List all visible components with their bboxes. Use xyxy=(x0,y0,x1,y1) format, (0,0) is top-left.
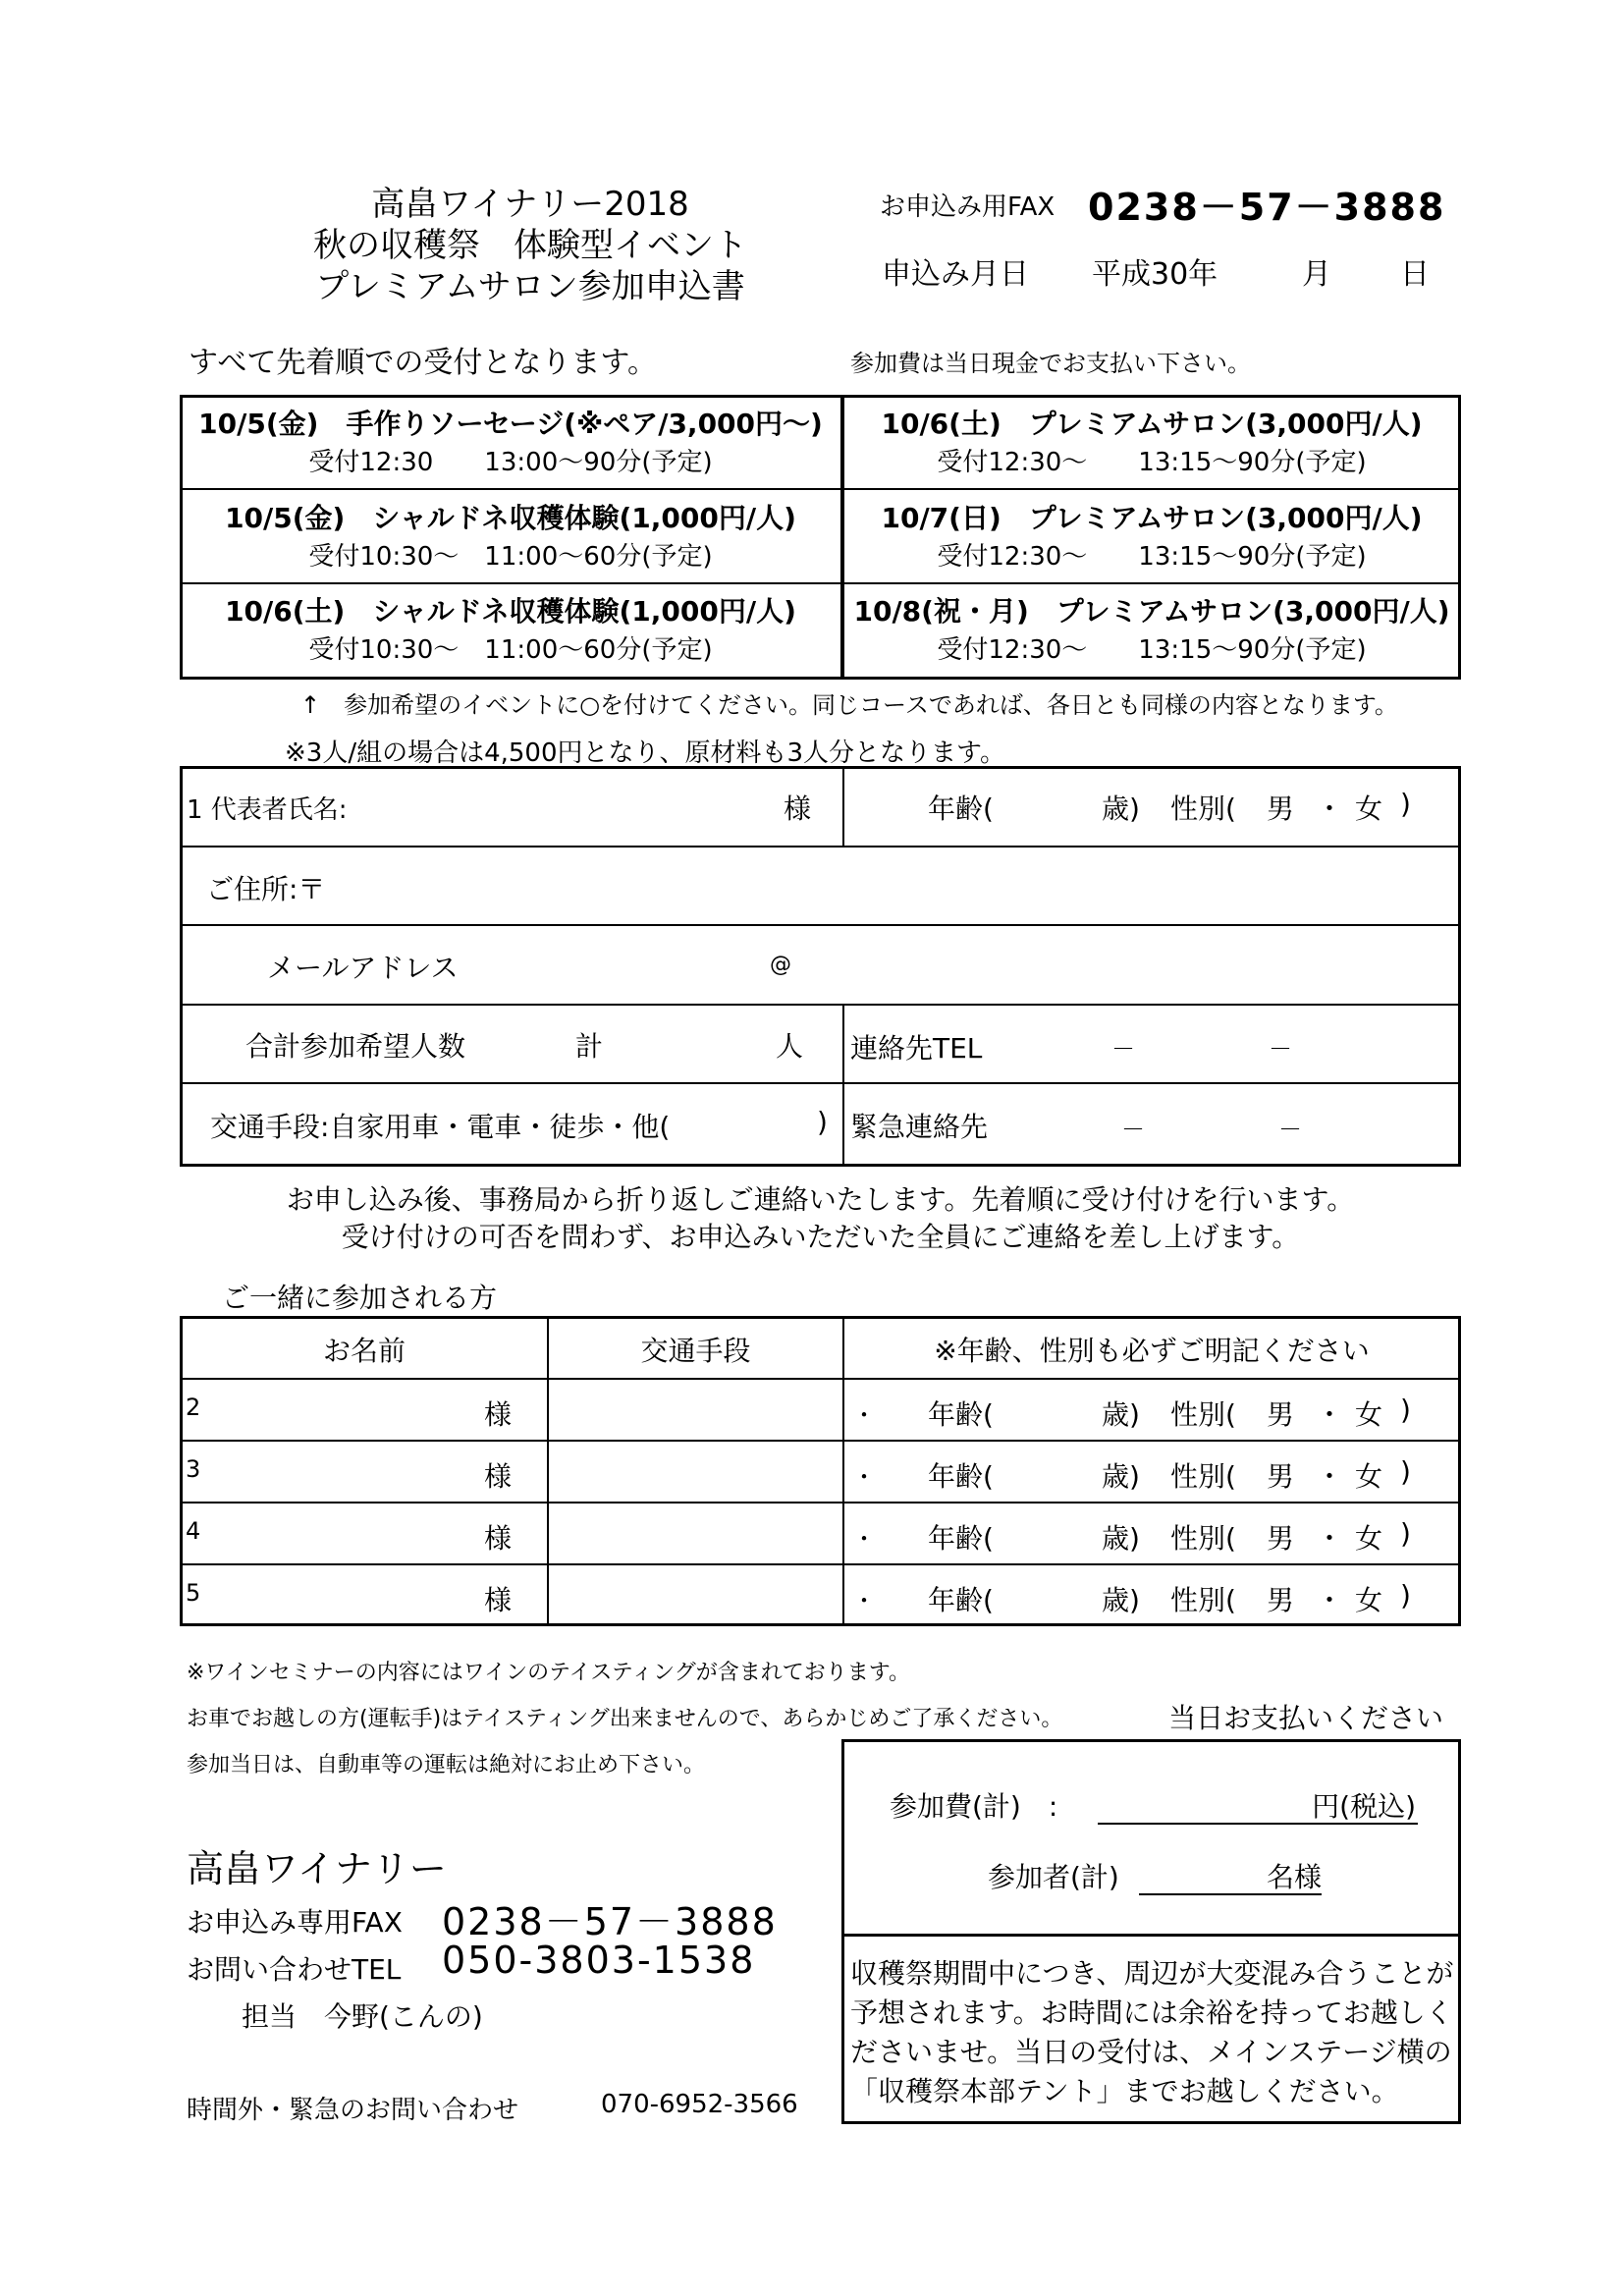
emergency-contact-field[interactable] xyxy=(1001,1098,1443,1143)
participant-unit: 人 xyxy=(776,1030,804,1063)
event-title: 10/6(土) プレミアムサロン(3,000円/人) xyxy=(881,408,1423,440)
form-title-line1: 高畠ワイナリー2018 xyxy=(371,185,689,224)
participant-count-field[interactable] xyxy=(619,1017,766,1063)
form-column-divider xyxy=(842,768,844,846)
after-hours-label: 時間外・緊急のお問い合わせ xyxy=(187,2096,519,2125)
address-field[interactable] xyxy=(344,860,1434,905)
age-unit: 歳) xyxy=(1102,1398,1140,1431)
gender-label: 性別( xyxy=(1170,1460,1236,1493)
fax-number: 0238－57－3888 xyxy=(1088,186,1446,229)
representative-name-field[interactable] xyxy=(412,782,776,825)
tel-dash: － xyxy=(1278,1116,1302,1143)
companion-row xyxy=(182,1565,1459,1624)
gender-label: 性別( xyxy=(1170,793,1236,825)
fee-total-field[interactable] xyxy=(1098,1781,1418,1825)
email-label: メールアドレス xyxy=(267,952,459,984)
representative-name-label: 1 代表者氏名: xyxy=(187,795,348,825)
staff-name: 担当 今野(こんの) xyxy=(242,2000,483,2033)
honorific-sama: 様 xyxy=(784,793,812,825)
form-row-divider xyxy=(182,924,1459,926)
row-bullet: ・ xyxy=(852,1587,876,1614)
gender-male-option[interactable]: 男 xyxy=(1267,1584,1295,1616)
contact-fax-number: 0238－57－3888 xyxy=(442,1900,778,1943)
gender-close-paren: ) xyxy=(1400,1579,1411,1612)
application-year: 平成30年 xyxy=(1092,257,1218,292)
email-at-sign: @ xyxy=(770,953,791,977)
tel-dash: － xyxy=(1269,1035,1292,1063)
contact-fax-label: お申込み専用FAX xyxy=(187,1906,403,1939)
event-option[interactable] xyxy=(846,403,1457,478)
event-option[interactable] xyxy=(185,403,837,478)
contact-tel-label: 連絡先TEL xyxy=(850,1032,983,1065)
participants-unit: 名様 xyxy=(1266,1861,1322,1893)
form-row-divider xyxy=(182,1082,1459,1084)
gender-female-option[interactable]: 女 xyxy=(1355,1522,1383,1555)
col-header-note: ※年齢、性別も必ずご明記ください xyxy=(934,1335,1370,1367)
congestion-warning: 収穫祭期間中につき、周辺が大変混み合うことが予想されます。お時間には余裕を持ってお越しくださいませ。当日の受付は、メインステージ横の 「収穫祭本部テント」までお越しください。 xyxy=(850,1957,1480,2107)
honorific-sama: 様 xyxy=(484,1398,513,1431)
event-option[interactable] xyxy=(185,497,837,573)
age-label: 年齢( xyxy=(928,1460,994,1493)
honorific-sama: 様 xyxy=(484,1460,513,1493)
gender-male-option[interactable]: 男 xyxy=(1267,793,1295,825)
address-label: ご住所:〒 xyxy=(206,873,326,905)
companion-transport-field[interactable] xyxy=(553,1571,838,1618)
col-header-transport: 交通手段 xyxy=(640,1335,751,1367)
col-header-name: お名前 xyxy=(322,1335,406,1367)
gender-female-option[interactable]: 女 xyxy=(1355,793,1383,825)
event-title: 10/7(日) プレミアムサロン(3,000円/人) xyxy=(881,502,1423,534)
gender-separator: ・ xyxy=(1316,793,1344,825)
age-field[interactable] xyxy=(1011,782,1100,825)
gender-label: 性別( xyxy=(1170,1398,1236,1431)
no-driving-note: 参加当日は、自動車等の運転は絶対にお止め下さい。 xyxy=(187,1753,706,1777)
fee-total-label: 参加費(計) : xyxy=(890,1790,1058,1823)
event-title: 10/8(祝・月) プレミアムサロン(3,000円/人) xyxy=(853,595,1450,628)
gender-male-option[interactable]: 男 xyxy=(1267,1522,1295,1555)
emergency-contact-label: 緊急連絡先 xyxy=(850,1111,989,1143)
fax-label: お申込み用FAX xyxy=(880,192,1056,222)
gender-close-paren: ) xyxy=(1400,1394,1411,1426)
row-number: 2 xyxy=(186,1394,201,1421)
event-column-divider xyxy=(840,397,844,678)
age-label: 年齢( xyxy=(928,1584,994,1616)
gender-female-option[interactable]: 女 xyxy=(1355,1584,1383,1616)
gender-label: 性別( xyxy=(1170,1584,1236,1616)
age-label: 年齢( xyxy=(928,1522,994,1555)
gender-separator: ・ xyxy=(1316,1522,1344,1555)
gender-separator: ・ xyxy=(1316,1460,1344,1493)
age-unit: 歳) xyxy=(1102,793,1140,825)
total-participants-label: 合計参加希望人数 xyxy=(245,1030,466,1063)
companion-row xyxy=(182,1442,1459,1502)
email-domain-field[interactable] xyxy=(805,939,1434,984)
event-row-divider xyxy=(182,582,1459,584)
gender-female-option[interactable]: 女 xyxy=(1355,1460,1383,1493)
row-number: 5 xyxy=(186,1579,201,1607)
tel-dash: － xyxy=(1111,1035,1135,1063)
companion-transport-field[interactable] xyxy=(553,1509,838,1557)
gender-close-paren: ) xyxy=(1400,1517,1411,1550)
contact-tel-field[interactable] xyxy=(1001,1017,1443,1063)
pay-today-notice: 当日お支払いください xyxy=(1168,1702,1444,1734)
tel-dash: － xyxy=(1121,1116,1145,1143)
reply-note-line1: お申し込み後、事務局から折り返しご連絡いたします。先着順に受け付けを行います。 xyxy=(286,1183,1355,1216)
row-bullet: ・ xyxy=(852,1401,876,1429)
event-schedule: 受付10:30～ 11:00～60分(予定) xyxy=(308,542,713,572)
companion-transport-field[interactable] xyxy=(553,1448,838,1495)
gender-close-paren: ) xyxy=(1400,1455,1411,1488)
gender-male-option[interactable]: 男 xyxy=(1267,1398,1295,1431)
form-title-line2: 秋の収穫祭 体験型イベント xyxy=(313,226,747,265)
winery-name: 高畠ワイナリー xyxy=(187,1847,447,1890)
age-unit: 歳) xyxy=(1102,1584,1140,1616)
companion-transport-field[interactable] xyxy=(553,1386,838,1433)
event-option[interactable] xyxy=(185,590,837,666)
form-row-divider xyxy=(182,1004,1459,1006)
transport-label: 交通手段:自家用車・電車・徒歩・他( xyxy=(210,1111,671,1143)
form-column-divider xyxy=(842,1005,844,1165)
event-schedule: 受付12:30 13:00～90分(予定) xyxy=(308,448,713,477)
circle-instruction: ↑ 参加希望のイベントに○を付けてください。同じコースであれば、各日とも同様の内容となります。 xyxy=(300,691,1398,719)
fee-unit: 円(税込) xyxy=(1312,1790,1416,1823)
companion-row xyxy=(182,1503,1459,1563)
companions-heading: ご一緒に参加される方 xyxy=(222,1282,498,1314)
fee-box-divider xyxy=(843,1934,1459,1937)
form-title-line3: プレミアムサロン参加申込書 xyxy=(315,267,745,306)
row-bullet: ・ xyxy=(852,1463,876,1491)
after-hours-number: 070-6952-3566 xyxy=(601,2090,798,2119)
event-schedule: 受付12:30～ 13:15～90分(予定) xyxy=(937,542,1367,572)
event-schedule: 受付12:30～ 13:15～90分(予定) xyxy=(937,448,1367,477)
gender-separator: ・ xyxy=(1316,1398,1344,1431)
row-number: 4 xyxy=(186,1517,201,1545)
participants-total-field[interactable] xyxy=(1139,1852,1322,1895)
application-day: 日 xyxy=(1400,257,1430,292)
event-title: 10/5(金) 手作りソーセージ(※ペア/3,000円～) xyxy=(198,408,823,440)
row-bullet: ・ xyxy=(852,1525,876,1553)
age-unit: 歳) xyxy=(1102,1460,1140,1493)
age-label: 年齢( xyxy=(928,793,994,825)
application-date-label: 申込み月日 xyxy=(882,257,1029,292)
first-come-notice: すべて先着順での受付となります。 xyxy=(189,346,657,380)
gender-label: 性別( xyxy=(1170,1522,1236,1555)
event-title: 10/5(金) シャルドネ収穫体験(1,000円/人) xyxy=(225,502,796,534)
driver-note: お車でお越しの方(運転手)はテイスティング出来ませんので、あらかじめご了承ください。 xyxy=(187,1707,1063,1731)
email-local-field[interactable] xyxy=(491,939,756,984)
gender-close-paren: ) xyxy=(1400,788,1411,820)
form-row-divider xyxy=(182,846,1459,847)
event-title: 10/6(土) シャルドネ収穫体験(1,000円/人) xyxy=(225,595,796,628)
contact-tel-label: お問い合わせTEL xyxy=(187,1953,402,1986)
event-option[interactable] xyxy=(846,497,1457,573)
event-schedule: 受付12:30～ 13:15～90分(予定) xyxy=(937,635,1367,665)
gender-female-option[interactable]: 女 xyxy=(1355,1398,1383,1431)
honorific-sama: 様 xyxy=(484,1584,513,1616)
contact-tel-number: 050-3803-1538 xyxy=(442,1939,756,1982)
age-label: 年齢( xyxy=(928,1398,994,1431)
transport-other-field[interactable] xyxy=(687,1098,815,1143)
event-schedule: 受付10:30～ 11:00～60分(予定) xyxy=(308,635,713,665)
gender-separator: ・ xyxy=(1316,1584,1344,1616)
total-kei: 計 xyxy=(575,1030,604,1063)
participants-total-label: 参加者(計) xyxy=(988,1861,1119,1893)
payment-notice: 参加費は当日現金でお支払い下さい。 xyxy=(850,350,1251,377)
application-month: 月 xyxy=(1302,257,1331,292)
group-price-note: ※3人/組の場合は4,500円となり、原材料も3人分となります。 xyxy=(285,738,1005,768)
event-row-divider xyxy=(182,488,1459,490)
companion-row xyxy=(182,1380,1459,1440)
honorific-sama: 様 xyxy=(484,1522,513,1555)
event-option[interactable] xyxy=(846,590,1457,666)
age-unit: 歳) xyxy=(1102,1522,1140,1555)
row-number: 3 xyxy=(186,1455,201,1483)
transport-close-paren: ) xyxy=(817,1106,828,1138)
gender-male-option[interactable]: 男 xyxy=(1267,1460,1295,1493)
reply-note-line2: 受け付けの可否を問わず、お申込みいただいた全員にご連絡を差し上げます。 xyxy=(341,1221,1300,1253)
wine-tasting-note: ※ワインセミナーの内容にはワインのテイスティングが含まれております。 xyxy=(187,1661,910,1685)
